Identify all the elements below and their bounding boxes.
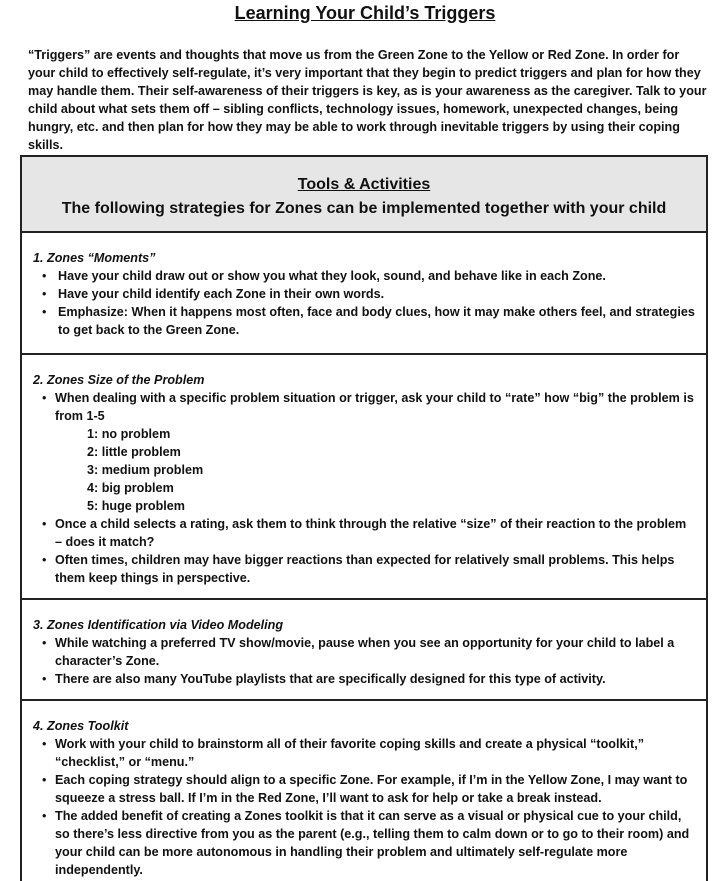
section-title: 1. Zones “Moments” bbox=[33, 251, 156, 265]
list-item: • Work with your child to brainstorm all of their favorite coping skills and create a physical “toolkit,” “checklist,” or “menu.” bbox=[33, 735, 696, 771]
list-item: • Emphasize: When it happens most often, face and body clues, how it may make others feel, and strategies to get back to the Green Zone. bbox=[33, 303, 696, 339]
rating-item: 1: no problem bbox=[87, 427, 171, 441]
bullet-list bbox=[33, 267, 696, 339]
list-item: • There are also many YouTube playlists that are specifically designed for this type of activity. bbox=[33, 670, 696, 688]
rating-item: 3: medium problem bbox=[87, 463, 204, 477]
table-subheading: The following strategies for Zones can be implemented together with your child bbox=[61, 200, 667, 217]
bullet-list bbox=[33, 735, 696, 879]
section-zones-toolkit bbox=[22, 701, 706, 881]
list-item: • Have your child identify each Zone in their own words. bbox=[33, 285, 696, 303]
bullet-list bbox=[33, 634, 696, 688]
rating-item: 4: big problem bbox=[87, 481, 174, 495]
section-title: 3. Zones Identification via Video Modeling bbox=[33, 618, 284, 632]
bullet-list bbox=[33, 389, 696, 587]
rating-item: 5: huge problem bbox=[87, 499, 185, 513]
list-item: • While watching a preferred TV show/movie, pause when you see an opportunity for your child to label a character’s Zone. bbox=[33, 634, 696, 670]
tools-activities-table bbox=[20, 155, 708, 881]
section-size-of-problem bbox=[22, 355, 706, 600]
list-item: • Often times, children may have bigger reactions than expected for relatively small problems. This helps them keep things in perspective. bbox=[33, 551, 696, 587]
section-video-modeling bbox=[22, 600, 706, 701]
section-zones-moments bbox=[22, 233, 706, 355]
rating-scale bbox=[55, 425, 696, 515]
rating-item: 2: little problem bbox=[87, 445, 181, 459]
list-item bbox=[33, 389, 696, 515]
list-item: • Each coping strategy should align to a specific Zone. For example, if I’m in the Yellow Zone, I may want to squeeze a stress ball. If I’m in the Red Zone, I’ll want to ask for help or take a break instead. bbox=[33, 771, 696, 807]
page-title: Learning Your Child’s Triggers bbox=[234, 3, 496, 23]
list-item-text: When dealing with a specific problem situation or trigger, ask your child to “rate” how “big” the problem is from 1-5 bbox=[55, 391, 694, 423]
intro-paragraph: “Triggers” are events and thoughts that move us from the Green Zone to the Yellow or Red Zone. In order for your child to effectively self-regulate, it’s very important that they begin to predict triggers and plan for how they may handle them. Their self-awareness of their triggers is key, as is your awareness as the caregiver. Talk to your child about what sets them off – sibling conflicts, technology issues, homework, unexpected changes, being hungry, etc. and then plan for how they may be able to work through inevitable triggers by using their coping skills. bbox=[28, 48, 707, 152]
list-item: • The added benefit of creating a Zones toolkit is that it can serve as a visual or physical cue to your child, so there’s less directive from you as the parent (e.g., telling them to calm down or to go to their room) and your child can be more autonomous in handling their problem and ultimately self-regulate more independently. bbox=[33, 807, 696, 879]
table-header bbox=[22, 157, 706, 233]
list-item: • Once a child selects a rating, ask them to think through the relative “size” of their reaction to the problem – does it match? bbox=[33, 515, 696, 551]
section-title: 4. Zones Toolkit bbox=[33, 719, 129, 733]
section-title: 2. Zones Size of the Problem bbox=[33, 373, 205, 387]
list-item: • Have your child draw out or show you what they look, sound, and behave like in each Zone. bbox=[33, 267, 696, 285]
table-heading: Tools & Activities bbox=[297, 176, 431, 193]
